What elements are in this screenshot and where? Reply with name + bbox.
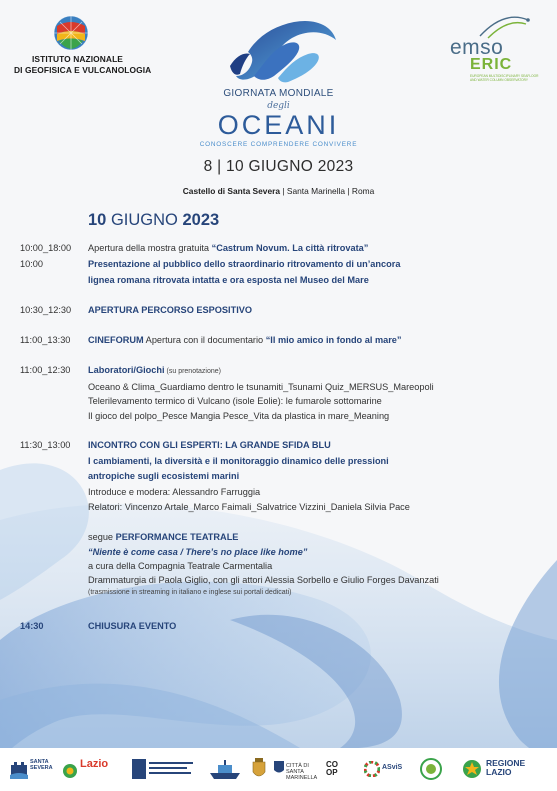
sponsor-citta: CITTÀ DI SANTA MARINELLA [274,755,318,783]
venue-location: | Santa Marinella | Roma [280,186,375,196]
sponsor-regione-lazio: REGIONE LAZIO [462,755,552,783]
day-year: 2023 [182,211,220,229]
globe-icon [52,14,90,52]
event-degli: degli [267,101,290,111]
time-slot: 11:30_13:00 [20,440,71,450]
item-detail: a cura della Compagnia Teatrale Carmentalia [88,561,273,571]
time-slot: 11:00_12:30 [20,365,71,375]
event-dates: 8 | 10 GIUGNO 2023 [203,158,354,175]
time-slot: 10:00 [20,259,43,269]
wave-logo-icon [228,16,338,86]
item-detail: I cambiamenti, la diversità e il monitoraggio dinamico delle pressioni [88,455,389,466]
venue-castle: Castello di Santa Severa [182,186,281,196]
item-title: segue PERFORMANCE TEATRALE [88,532,239,542]
item-title: Laboratori/Giochi (su prenotazione) [88,365,221,375]
sponsor-crea [418,755,450,783]
item-detail: Il gioco del polpo_Pesce Mangia Pesce_Vita da plastica in mare_Meaning [88,410,390,421]
emso-eric-logo [440,14,540,82]
day-heading [88,211,219,230]
crest-icon [252,758,266,780]
day-number: 10 [88,211,107,229]
time-slot: 10:00_18:00 [20,243,72,253]
lazio-star-icon [62,763,78,779]
day-month: GIUGNO [110,211,178,229]
event-title: OCEANI [217,110,340,140]
event-venue [0,186,557,196]
item-description: Apertura della mostra gratuita “Castrum Novum. La città ritrovata” [88,243,369,253]
time-slot: 11:00_13:30 [20,335,71,345]
asvis-wheel-icon [364,761,380,777]
sponsor-bar [0,748,557,791]
event-line1: GIORNATA MONDIALE [223,88,334,99]
castle-icon [10,757,28,779]
item-detail: Oceano & Clima_Guardiamo dentro le tsunamiti_Tsunami Quiz_MERSUS_Mareopoli [88,381,434,392]
item-detail: “Niente è come casa / There’s no place like home” [88,546,308,557]
ingv-logo [14,14,154,84]
sponsor-lazio: Lazio [62,755,122,783]
ingv-name-line1: ISTITUTO NAZIONALE [32,54,123,64]
eric-word: ERIC [470,56,513,73]
ministry-emblem-icon [132,757,194,781]
time-slot: 14:30 [20,621,44,631]
sponsor-asvis: ASviS [364,755,408,783]
item-title: INCONTRO CON GLI ESPERTI: LA GRANDE SFIDA BLU [88,440,331,450]
sponsor-santa-severa: SANTA SEVERA [10,755,56,783]
sponsor-coop: CO OP [326,760,338,777]
item-detail: antropiche sugli ecosistemi marini [88,471,240,481]
item-detail: Relatori: Vincenzo Artale_Marco Faimali_Salvatrice Vizzini_Daniela Silvia Pace [88,502,410,512]
time-slot: 10:30_12:30 [20,305,72,315]
sponsor-ship [208,755,244,783]
emso-word: emso [450,36,504,59]
item-note: (trasmissione in streaming in italiano e inglese sui portali dedicati) [88,589,292,596]
item-detail: Drammaturgia di Paola Giglio, con gli attori Alessia Sorbello e Giulio Forges Davanzati [88,574,439,585]
item-detail: Presentazione al pubblico dello straordinario ritrovamento di un’ancora [88,258,401,269]
item-detail: lignea romana ritrovata intatta e ora esposta nel Museo del Mare [88,275,369,285]
ship-icon [208,759,242,781]
event-tagline: CONOSCERE COMPRENDERE CONVIVERE [199,141,358,148]
sponsor-ministero [132,755,202,783]
sponsor-crest [252,755,268,783]
item-detail: Telerilevamento termico di Vulcano (isole Eolie): le fumarole sottomarine [88,396,382,406]
crea-circle-icon [418,757,444,781]
item-title: CHIUSURA EVENTO [88,621,177,631]
item-description: CINEFORUM Apertura con il documentario “Il mio amico in fondo al mare” [88,335,402,345]
item-detail: Introduce e modera: Alessandro Farruggia [88,486,261,497]
item-title: APERTURA PERCORSO ESPOSITIVO [88,305,253,315]
emso-subtitle: EUROPEAN MULTIDISCIPLINARY SEAFLOOR AND WATER COLUMN OBSERVATORY [470,74,539,82]
regione-lazio-icon [462,759,482,779]
city-crest-icon [274,761,284,775]
ingv-name-line2: DI GEOFISICA E VULCANOLOGIA [14,65,152,75]
